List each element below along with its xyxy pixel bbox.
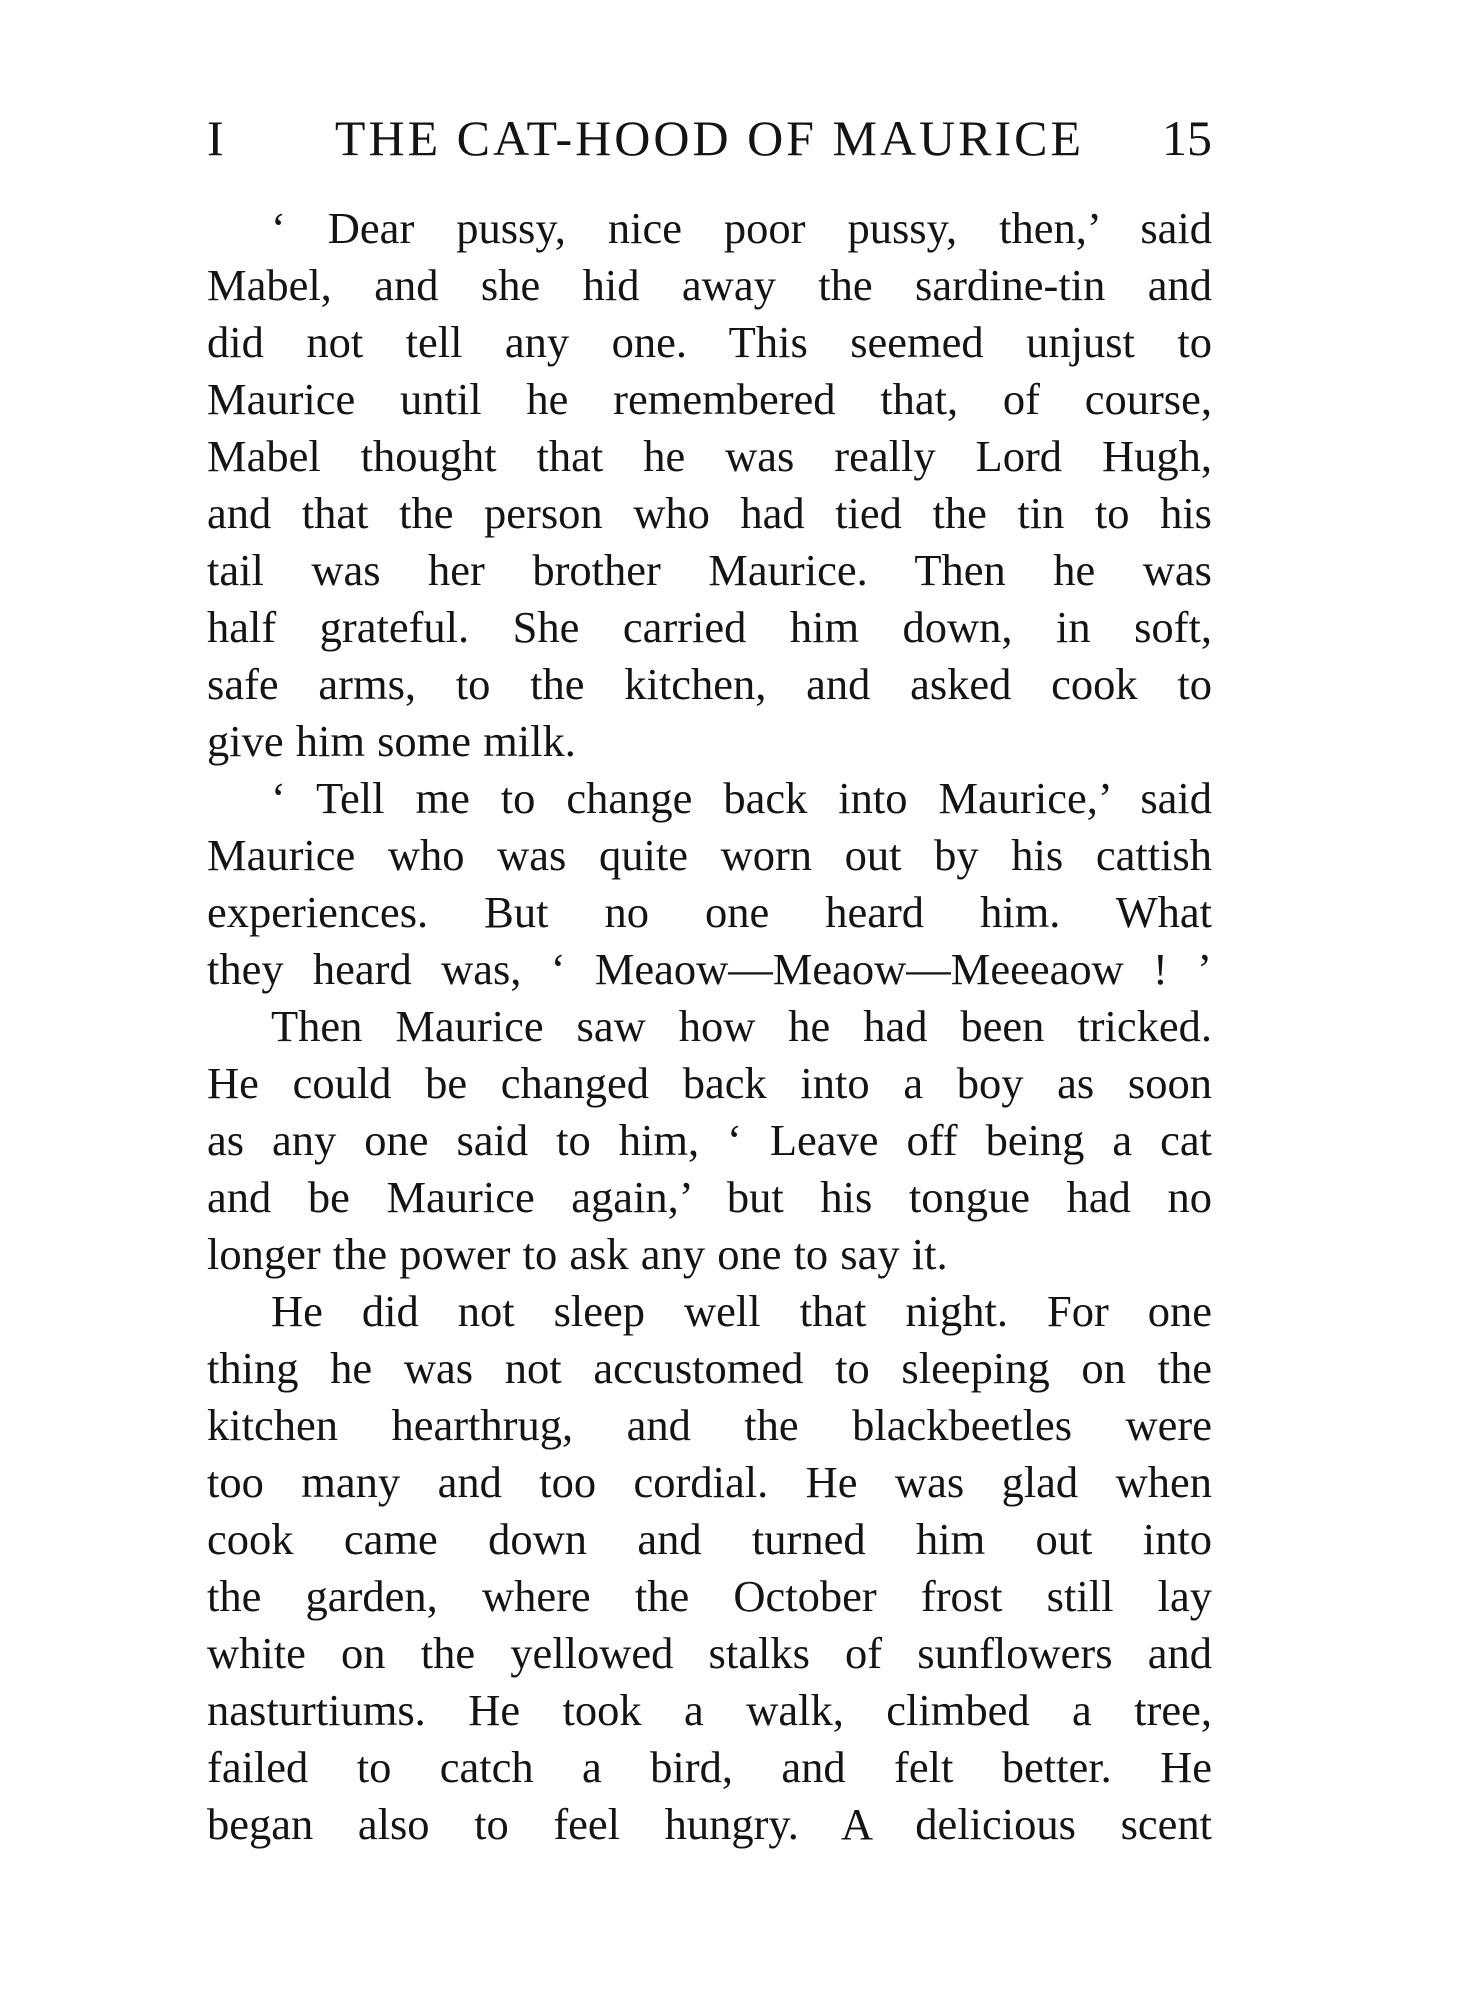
text-line: Mabel thought that he was really Lord Hugh, xyxy=(207,431,1212,481)
text-line: He could be changed back into a boy as soon xyxy=(207,1058,1212,1108)
running-title: THE CAT-HOOD OF MAURICE xyxy=(334,110,1085,166)
text-line: longer the power to ask any one to say it. xyxy=(207,1229,948,1279)
text-line: give him some milk. xyxy=(207,716,576,766)
text-line: nasturtiums. He took a walk, climbed a tree, xyxy=(207,1685,1212,1735)
chapter-number: I xyxy=(207,110,224,166)
text-line: and be Maurice again,’ but his tongue had no xyxy=(207,1172,1212,1222)
text-line: began also to feel hungry. A delicious scent xyxy=(207,1799,1212,1849)
text-line: failed to catch a bird, and felt better. He xyxy=(207,1742,1212,1792)
text-line: ‘ Tell me to change back into Maurice,’ said xyxy=(271,773,1212,823)
text-line: they heard was, ‘ Meaow—Meaow—Meeeaow ! ’ xyxy=(207,944,1212,994)
text-line: experiences. But no one heard him. What xyxy=(207,887,1212,937)
text-line: kitchen hearthrug, and the blackbeetles were xyxy=(207,1400,1212,1450)
text-line: the garden, where the October frost still lay xyxy=(207,1571,1212,1621)
text-line: safe arms, to the kitchen, and asked cook to xyxy=(207,659,1212,709)
page-number: 15 xyxy=(1162,110,1212,166)
text-line: and that the person who had tied the tin to his xyxy=(207,488,1212,538)
text-line: too many and too cordial. He was glad when xyxy=(207,1457,1212,1507)
text-line: Maurice until he remembered that, of course, xyxy=(207,374,1212,424)
running-head xyxy=(207,108,1212,168)
text-line: ‘ Dear pussy, nice poor pussy, then,’ said xyxy=(271,203,1212,253)
text-line: He did not sleep well that night. For one xyxy=(271,1286,1212,1336)
text-line: Mabel, and she hid away the sardine-tin and xyxy=(207,260,1212,310)
text-line: Maurice who was quite worn out by his cattish xyxy=(207,830,1212,880)
body-text xyxy=(207,200,1212,1853)
text-line: white on the yellowed stalks of sunflowers and xyxy=(207,1628,1212,1678)
text-line: tail was her brother Maurice. Then he was xyxy=(207,545,1212,595)
text-line: Then Maurice saw how he had been tricked. xyxy=(271,1001,1212,1051)
text-line: thing he was not accustomed to sleeping on the xyxy=(207,1343,1212,1393)
text-line: did not tell any one. This seemed unjust to xyxy=(207,317,1212,367)
text-line: cook came down and turned him out into xyxy=(207,1514,1212,1564)
text-line: half grateful. She carried him down, in soft, xyxy=(207,602,1212,652)
text-line: as any one said to him, ‘ Leave off being a cat xyxy=(207,1115,1212,1165)
